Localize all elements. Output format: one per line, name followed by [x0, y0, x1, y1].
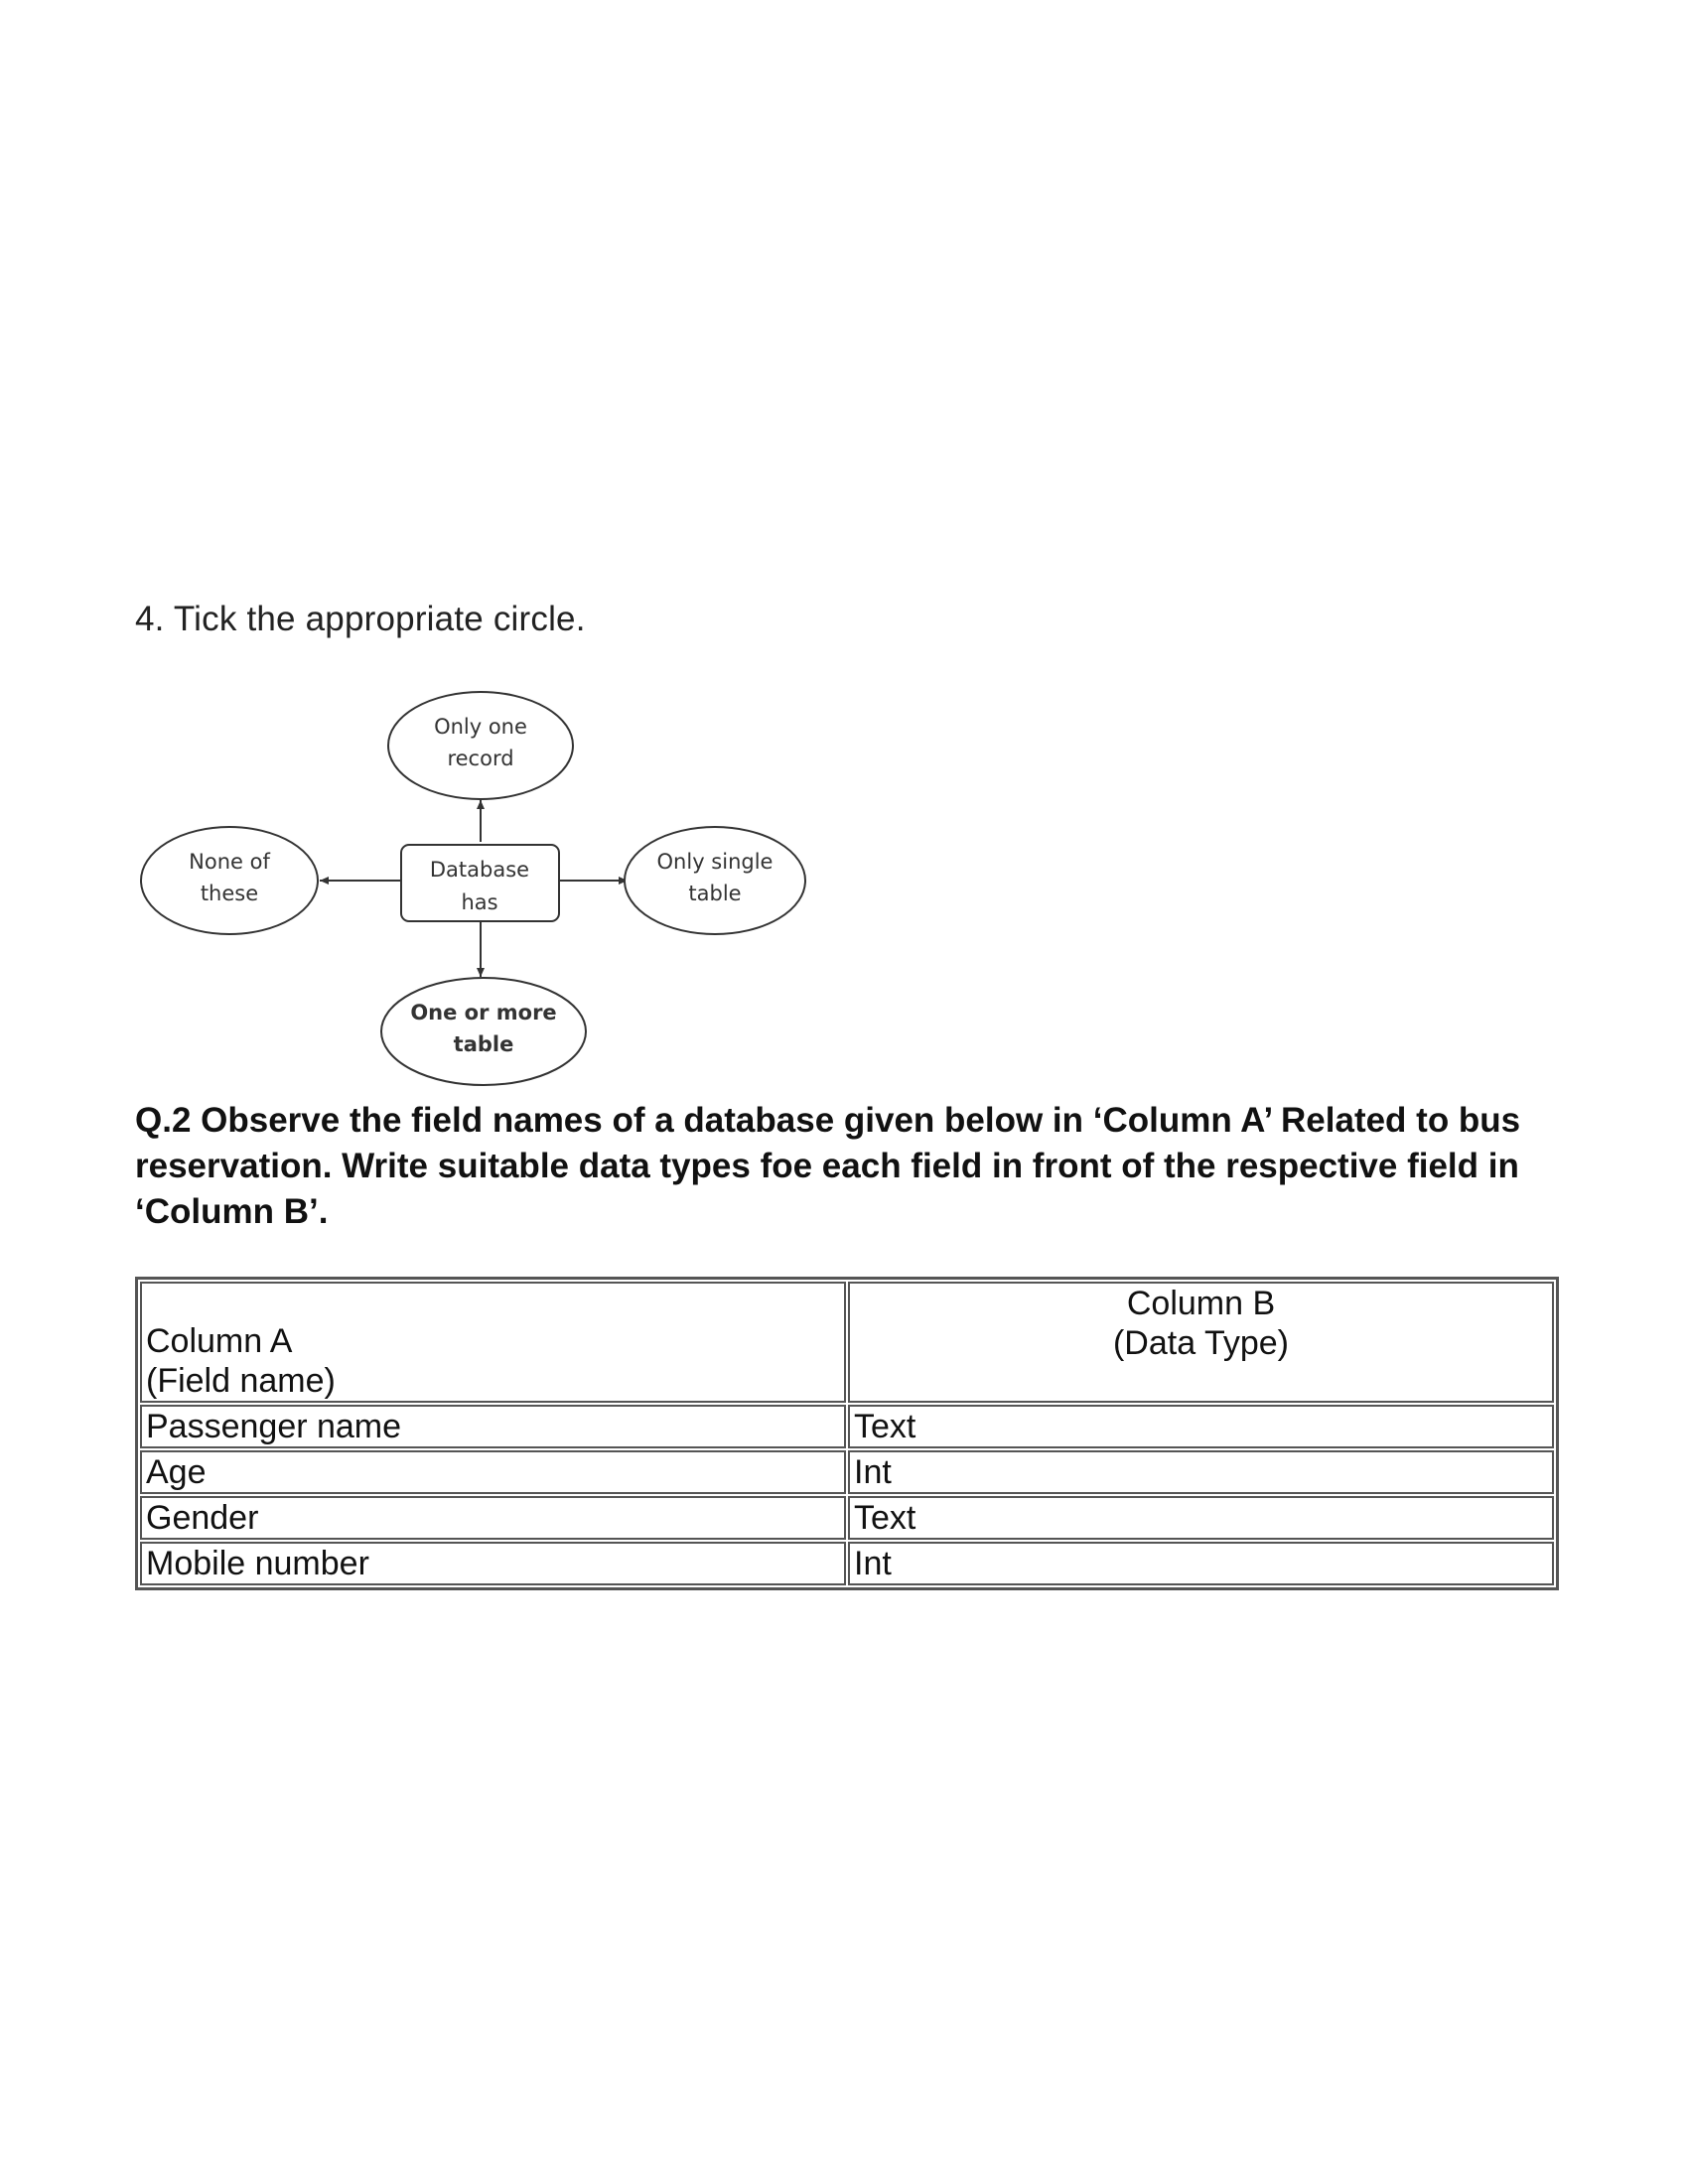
data-type-cell[interactable]: Text	[848, 1496, 1554, 1540]
option-right-line-2: table	[688, 882, 742, 905]
option-right-line-1: Only single	[656, 850, 774, 874]
table-header-row	[140, 1282, 1554, 1403]
data-type-cell[interactable]: Int	[848, 1450, 1554, 1494]
field-type-table	[135, 1277, 1559, 1590]
field-name-cell: Passenger name	[140, 1405, 846, 1448]
column-b-header	[848, 1282, 1554, 1403]
option-circle-bottom[interactable]	[381, 978, 586, 1085]
option-circle-left[interactable]	[141, 827, 318, 934]
option-circle-right[interactable]	[625, 827, 805, 934]
column-a-header-line-2: (Field name)	[146, 1362, 336, 1400]
field-name-cell: Gender	[140, 1496, 846, 1540]
field-name-cell: Mobile number	[140, 1542, 846, 1585]
option-left-line-2: these	[200, 882, 259, 905]
data-type-cell[interactable]: Int	[848, 1542, 1554, 1585]
center-box	[401, 845, 559, 921]
option-left-line-1: None of	[189, 850, 270, 874]
center-box-line-1: Database	[429, 858, 530, 882]
column-b-header-line-2: (Data Type)	[1112, 1324, 1289, 1362]
option-bottom-line-2: table	[453, 1032, 514, 1056]
data-type-cell[interactable]: Text	[848, 1405, 1554, 1448]
question-4-heading: 4. Tick the appropriate circle.	[135, 600, 586, 638]
column-a-header	[140, 1282, 846, 1403]
field-name-cell: Age	[140, 1450, 846, 1494]
question-2-text: Q.2 Observe the field names of a database given below in ‘Column A’ Related to bus reservation. Write suitable data types foe each field in front of the respective field in ‘Column B’.	[135, 1101, 1521, 1231]
option-top-line-1: Only one	[434, 715, 527, 739]
table-row	[140, 1405, 1554, 1448]
center-box-line-2: has	[461, 890, 498, 914]
option-bottom-line-1: One or more	[410, 1001, 557, 1024]
option-circle-top[interactable]	[388, 692, 573, 799]
column-a-header-line-1: Column A	[146, 1322, 293, 1360]
table-row	[140, 1496, 1554, 1540]
table-row	[140, 1542, 1554, 1585]
table-row	[140, 1450, 1554, 1494]
option-top-line-2: record	[447, 747, 514, 770]
column-b-header-line-1: Column B	[1126, 1285, 1276, 1322]
